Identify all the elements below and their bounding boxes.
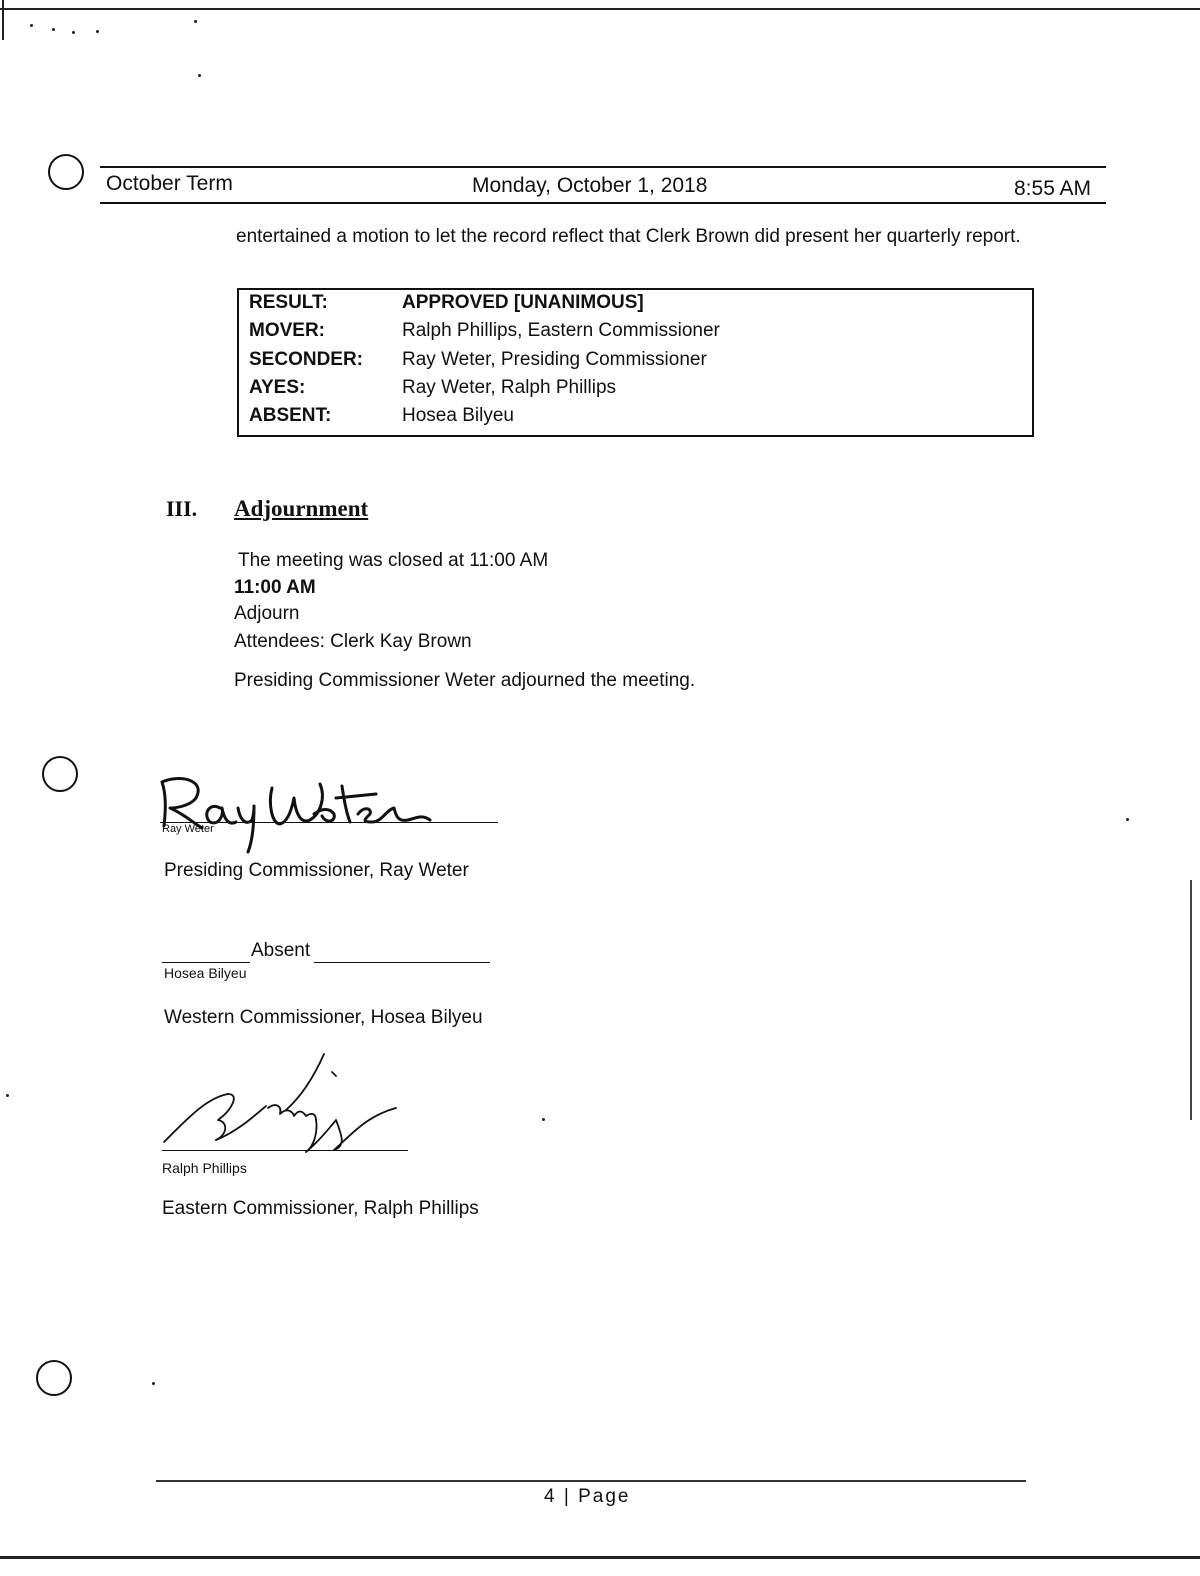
vote-label: RESULT: bbox=[249, 292, 328, 313]
signer-name: Ralph Phillips bbox=[162, 1160, 247, 1176]
scan-speck bbox=[6, 1094, 9, 1097]
page-number: 4 | Page bbox=[544, 1486, 631, 1507]
scan-speck bbox=[542, 1118, 545, 1121]
header-time: 8:55 AM bbox=[1014, 177, 1092, 200]
signature-ray-weter bbox=[150, 764, 450, 854]
header-rule-top bbox=[100, 166, 1106, 168]
vote-label: SECONDER: bbox=[249, 349, 364, 370]
absent-label: Absent bbox=[251, 940, 311, 961]
scan-speck bbox=[72, 31, 75, 34]
signer-title: Presiding Commissioner, Ray Weter bbox=[164, 860, 469, 881]
scan-speck bbox=[1126, 818, 1129, 821]
scan-border-bottom bbox=[0, 1556, 1200, 1559]
motion-text: entertained a motion to let the record reflect that Clerk Brown did present her quarterly report. bbox=[236, 226, 1021, 247]
signature-line bbox=[162, 962, 250, 963]
scan-speck bbox=[152, 1382, 155, 1385]
adjournment-line: The meeting was closed at 11:00 AM bbox=[238, 550, 549, 571]
signature-line bbox=[314, 962, 490, 963]
adjournment-line: Presiding Commissioner Weter adjourned the meeting. bbox=[234, 670, 696, 691]
signer-name: Ray Weter bbox=[162, 823, 214, 835]
vote-label: MOVER: bbox=[249, 320, 325, 341]
adjournment-time: 11:00 AM bbox=[234, 577, 316, 598]
footer-rule bbox=[156, 1480, 1026, 1482]
scan-speck bbox=[52, 28, 55, 31]
vote-value: Ray Weter, Presiding Commissioner bbox=[402, 349, 707, 370]
header-rule-bottom bbox=[100, 202, 1106, 204]
header-date: Monday, October 1, 2018 bbox=[472, 174, 708, 197]
scan-speck bbox=[30, 24, 33, 27]
vote-value: Ray Weter, Ralph Phillips bbox=[402, 377, 617, 398]
signer-title: Eastern Commissioner, Ralph Phillips bbox=[162, 1198, 479, 1219]
scan-border-left bbox=[2, 0, 4, 40]
signer-title: Western Commissioner, Hosea Bilyeu bbox=[164, 1007, 483, 1028]
vote-result-box bbox=[237, 288, 1034, 437]
page-label: Page bbox=[578, 1486, 631, 1507]
attendees-line: Attendees: Clerk Kay Brown bbox=[234, 631, 472, 652]
section-number: III. bbox=[166, 496, 198, 521]
scan-border-top bbox=[0, 8, 1200, 10]
header-term: October Term bbox=[106, 172, 233, 195]
section-title: Adjournment bbox=[234, 496, 369, 521]
page-number-value: 4 bbox=[544, 1486, 557, 1507]
punch-hole-icon bbox=[36, 1360, 72, 1396]
vote-value: Hosea Bilyeu bbox=[402, 405, 514, 426]
scan-speck bbox=[194, 20, 197, 23]
punch-hole-icon bbox=[48, 154, 84, 190]
scan-border-right bbox=[1190, 880, 1192, 1120]
signature-ralph-phillips bbox=[156, 1050, 416, 1160]
vote-label: ABSENT: bbox=[249, 405, 332, 426]
signature-line bbox=[162, 1150, 408, 1151]
signer-name: Hosea Bilyeu bbox=[164, 965, 247, 981]
vote-value: Ralph Phillips, Eastern Commissioner bbox=[402, 320, 720, 341]
scan-speck bbox=[198, 74, 201, 77]
adjournment-line: Adjourn bbox=[234, 603, 300, 624]
vote-label: AYES: bbox=[249, 377, 306, 398]
punch-hole-icon bbox=[42, 756, 78, 792]
vote-value: APPROVED [UNANIMOUS] bbox=[402, 292, 644, 313]
scan-speck bbox=[96, 30, 99, 33]
